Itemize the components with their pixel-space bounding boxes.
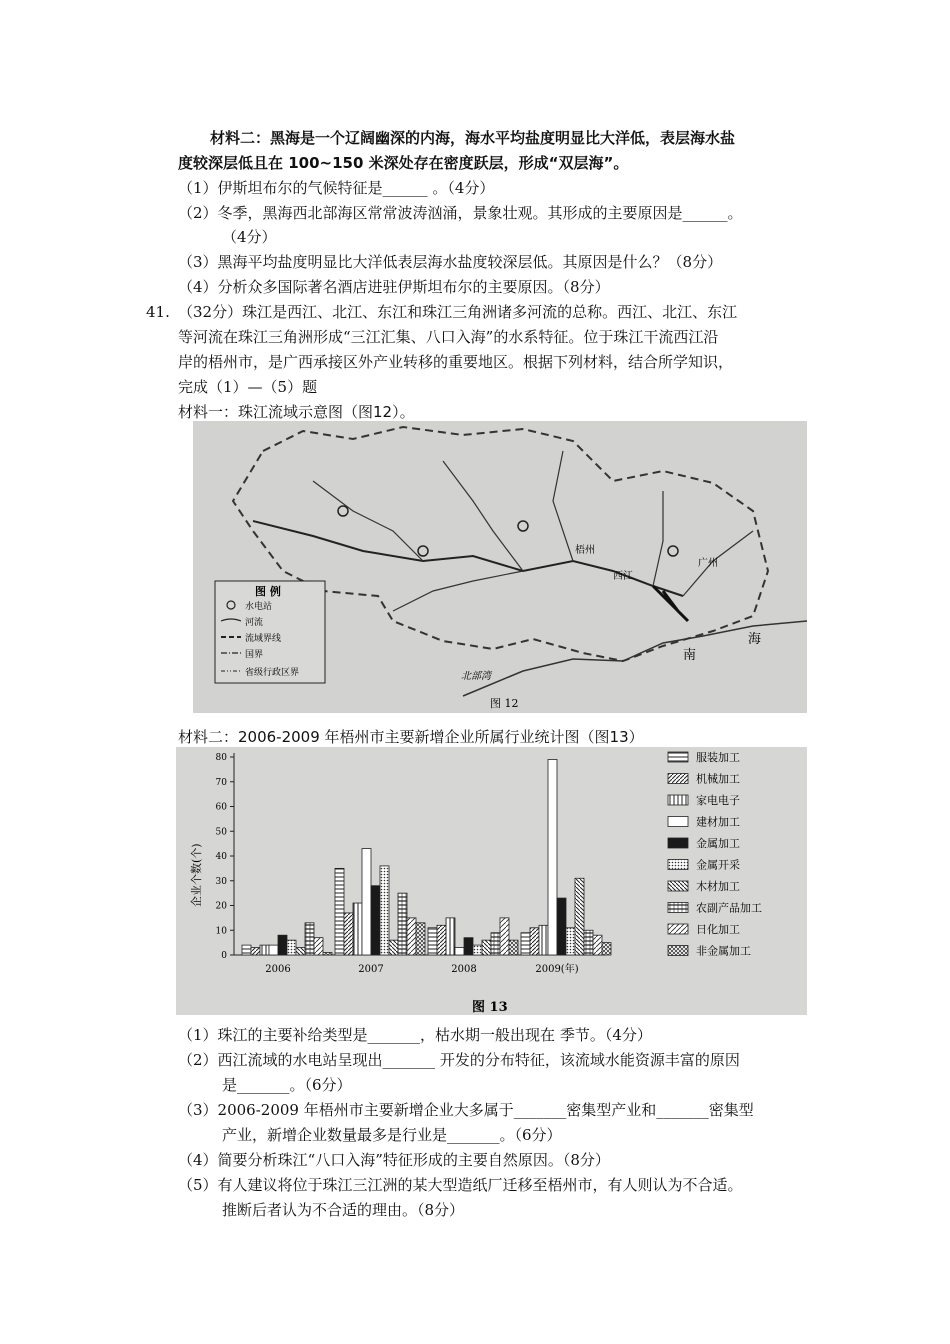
bar — [566, 928, 575, 955]
legend-label: 农副产品加工 — [696, 901, 762, 915]
bar — [323, 953, 332, 955]
river-dongjiang — [683, 531, 753, 596]
legend-swatch — [668, 774, 688, 784]
bar — [530, 928, 539, 955]
river-tributary — [393, 571, 523, 611]
legend-swatch — [668, 752, 688, 762]
material2-label: 材料二： — [210, 129, 271, 147]
label-sea-south: 南 — [683, 648, 697, 663]
bar — [242, 945, 251, 955]
bar — [389, 940, 398, 955]
label-sea-hai: 海 — [748, 632, 762, 647]
bar — [287, 940, 296, 955]
bar — [362, 849, 371, 955]
bar — [446, 918, 455, 955]
material1-title: 材料一：珠江流域示意图（图12）。 — [178, 403, 415, 421]
bar — [482, 940, 491, 955]
bar — [428, 928, 437, 955]
q41-2-cont: 是_______。（6分） — [222, 1076, 352, 1094]
hydro-station-icon — [418, 546, 428, 556]
q40-2-score: （4分） — [222, 228, 277, 246]
legend-label: 金属加工 — [696, 837, 740, 850]
x-tick-label: 2008 — [451, 964, 477, 975]
bar — [251, 948, 260, 955]
legend-item-river: 河流 — [245, 618, 264, 628]
q41-3: （3）2006-2009 年梧州市主要新增企业大多属于_______密集型产业和_______密集型 — [178, 1101, 754, 1119]
bar — [335, 868, 344, 955]
bar — [602, 943, 611, 955]
river-tributary — [313, 481, 423, 561]
river-tributary — [553, 451, 573, 561]
industry-chart — [176, 747, 807, 1015]
chart-svg — [176, 747, 807, 1015]
q41-line3: 岸的梧州市，是广西承接区外产业转移的重要地区。根据下列材料，结合所学知识， — [178, 353, 734, 371]
y-tick-label: 30 — [215, 876, 227, 887]
q41-4: （4）简要分析珠江“八口入海”特征形成的主要自然原因。（8分） — [178, 1151, 610, 1169]
legend-label: 日化加工 — [696, 923, 740, 936]
legend-swatch — [668, 881, 688, 891]
bar — [353, 903, 362, 955]
y-tick-label: 60 — [215, 802, 227, 813]
y-tick-label: 10 — [215, 926, 227, 937]
material2-text-line2: 度较深层低且在 100~150 米深处存在密度跃层，形成“双层海”。 — [178, 154, 629, 172]
x-tick-label: 2006 — [265, 964, 291, 975]
chart-ylabel: 企业个数(个) — [190, 843, 203, 907]
bar — [584, 930, 593, 955]
legend-item-province: 省级行政区界 — [245, 668, 300, 678]
material2-title: 材料二：2006-2009 年梧州市主要新增企业所属行业统计图（图13） — [178, 728, 644, 746]
y-tick-label: 0 — [221, 951, 227, 961]
bar — [509, 940, 518, 955]
legend-swatch — [668, 817, 688, 827]
bar — [593, 935, 602, 955]
q40-2: （2）冬季，黑海西北部海区常常波涛汹涌，景象壮观。其形成的主要原因是______。 — [178, 204, 743, 222]
bar — [575, 878, 584, 955]
legend-label: 金属开采 — [696, 858, 740, 872]
bar — [455, 948, 464, 955]
q41-line2: 等河流在珠江三角洲形成“三江汇集、八口入海”的水系特征。位于珠江干流西江沿 — [178, 328, 719, 346]
bar — [398, 893, 407, 955]
legend-swatch — [668, 795, 688, 805]
q41-1: （1）珠江的主要补给类型是_______，枯水期一般出现在 季节。（4分） — [178, 1026, 652, 1044]
q41-5: （5）有人建议将位于珠江三江洲的某大型造纸厂迁移至梧州市，有人则认为不合适。 — [178, 1176, 743, 1194]
bar — [380, 866, 389, 955]
hydro-station-icon — [338, 506, 348, 516]
q41-5-cont: 推断后者认为不合适的理由。（8分） — [222, 1201, 465, 1219]
legend-item-border: 国界 — [245, 650, 264, 660]
hydro-station-icon — [668, 546, 678, 556]
q41-number: 41. — [146, 303, 170, 321]
legend-swatch — [668, 924, 688, 934]
bar — [521, 933, 530, 955]
bar — [500, 918, 509, 955]
y-tick-label: 70 — [215, 777, 227, 788]
y-tick-label: 20 — [215, 901, 227, 912]
material2-text-line1: 黑海是一个辽阔幽深的内海，海水平均盐度明显比大洋低，表层海水盐 — [270, 129, 736, 147]
pearl-river-map — [193, 421, 807, 713]
bar — [557, 898, 566, 955]
bar — [437, 925, 446, 955]
legend-label: 机械加工 — [696, 772, 740, 786]
material-label — [210, 128, 735, 148]
label-beibu-gulf: 北部湾 — [461, 671, 491, 682]
bar — [407, 918, 416, 955]
legend-item-basin: 流域界线 — [245, 634, 282, 644]
river-tributary — [443, 461, 523, 571]
q40-4: （4）分析众多国际著名酒店进驻伊斯坦布尔的主要原因。（8分） — [178, 278, 610, 296]
q40-1: （1）伊斯坦布尔的气候特征是______ 。（4分） — [178, 179, 495, 197]
bar — [491, 933, 500, 955]
bar — [464, 938, 473, 955]
q41-line4: 完成（1）—（5）题 — [178, 378, 318, 396]
q41-line1: （32分）珠江是西江、北江、东江和珠江三角洲诸多河流的总称。西江、北江、东江 — [178, 303, 738, 321]
label-xijiang: 西江 — [613, 571, 633, 582]
label-guangzhou: 广州 — [698, 558, 718, 569]
legend-title: 图 例 — [255, 585, 281, 598]
bar — [314, 938, 323, 955]
legend-swatch — [668, 946, 688, 956]
legend-swatch — [668, 903, 688, 913]
bar — [278, 935, 287, 955]
label-wuzhou: 梧州 — [575, 545, 595, 556]
y-tick-label: 40 — [215, 852, 227, 862]
legend-swatch — [668, 838, 688, 848]
bar — [416, 923, 425, 955]
bar — [296, 948, 305, 955]
legend-label: 家电电子 — [696, 794, 740, 807]
x-tick-label: 2009(年) — [535, 964, 579, 975]
bar — [269, 945, 278, 955]
legend-label: 服装加工 — [696, 751, 740, 764]
legend-swatch — [668, 860, 688, 870]
bar — [305, 923, 314, 955]
bar — [539, 925, 548, 955]
hydro-station-icon — [518, 521, 528, 531]
q41-3-cont: 产业，新增企业数量最多是行业是_______。（6分） — [222, 1126, 562, 1144]
bar — [344, 913, 353, 955]
legend-label: 木材加工 — [696, 880, 740, 893]
legend-label: 建材加工 — [696, 815, 740, 829]
bar — [260, 945, 269, 955]
map-caption: 图 12 — [490, 697, 519, 710]
map-svg — [193, 421, 807, 713]
legend-item-hydro: 水电站 — [245, 602, 273, 612]
legend-label: 非金属加工 — [696, 944, 751, 958]
y-tick-label: 80 — [215, 753, 227, 763]
chart-caption: 图 13 — [472, 1000, 508, 1015]
river-beijiang — [653, 491, 663, 586]
q41-2: （2）西江流域的水电站呈现出_______ 开发的分布特征，该流域水能资源丰富的原因 — [178, 1051, 740, 1069]
bar — [548, 759, 557, 955]
q40-3: （3）黑海平均盐度明显比大洋低表层海水盐度较深层低。其原因是什么？（8分） — [178, 253, 723, 271]
y-tick-label: 50 — [215, 827, 227, 838]
bar — [473, 945, 482, 955]
x-tick-label: 2007 — [358, 964, 384, 975]
bar — [371, 886, 380, 955]
